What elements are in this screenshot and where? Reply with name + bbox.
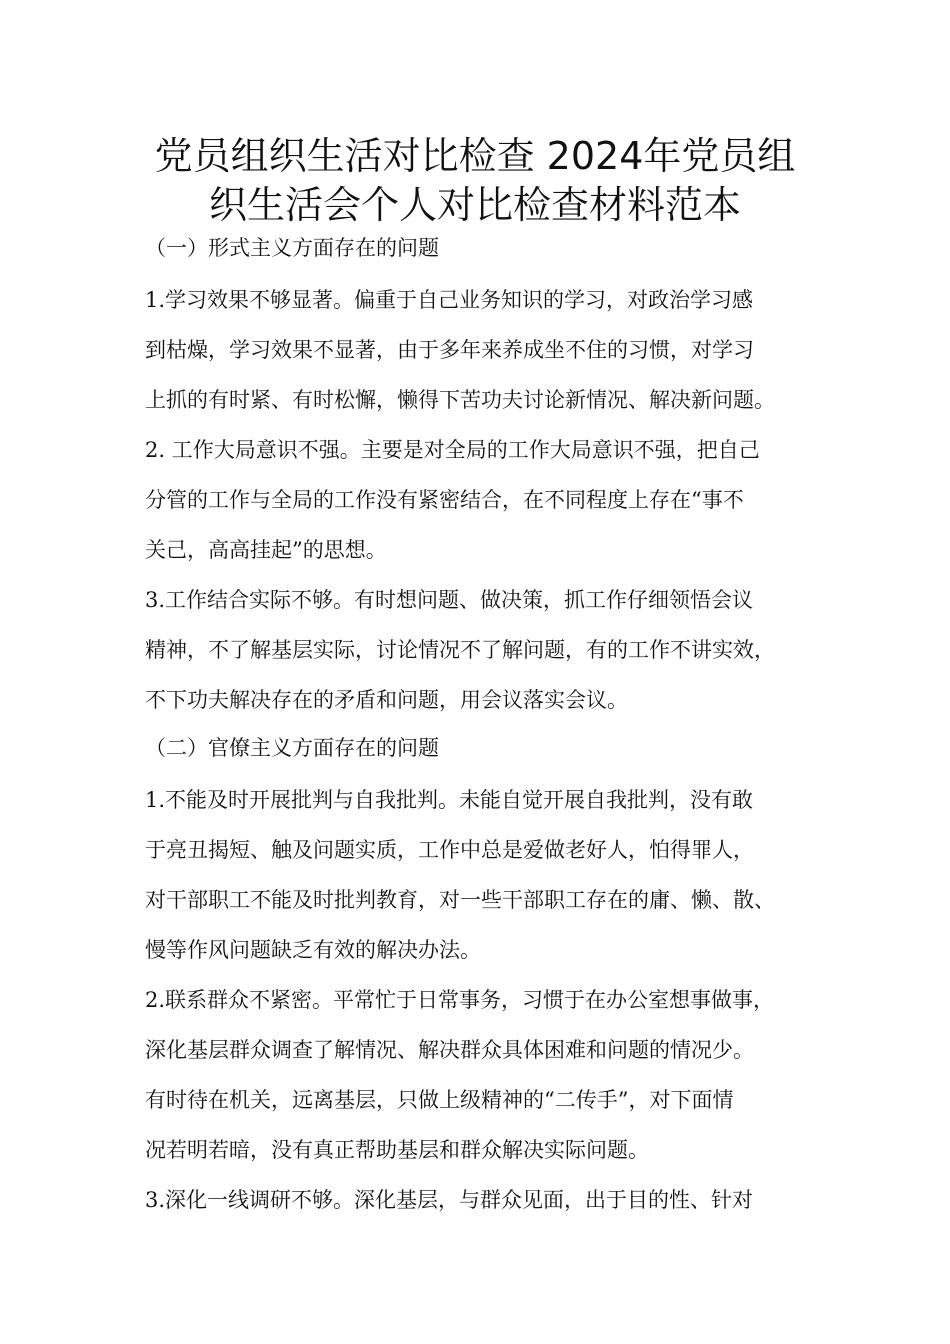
paragraph-line: 2.联系群众不紧密。平常忙于日常事务，习惯于在办公室想事做事， bbox=[145, 988, 775, 1012]
paragraph-line: 1.不能及时开展批判与自我批判。未能自觉开展自我批判，没有敢 bbox=[145, 788, 754, 812]
paragraph-line: 精神，不了解基层实际，讨论情况不了解问题，有的工作不讲实效， bbox=[145, 638, 775, 662]
paragraph-line: 不下功夫解决存在的矛盾和问题，用会议落实会议。 bbox=[145, 688, 628, 712]
paragraph-line: 慢等作风问题缺乏有效的解决办法。 bbox=[145, 938, 481, 962]
paragraph-line: 况若明若暗，没有真正帮助基层和群众解决实际问题。 bbox=[145, 1138, 649, 1162]
paragraph-line: 对干部职工不能及时批判教育，对一些干部职工存在的庸、懒、散、 bbox=[145, 888, 775, 912]
paragraph-line: 1.学习效果不够显著。偏重于自己业务知识的学习，对政治学习感 bbox=[145, 288, 754, 312]
paragraph-line: 上抓的有时紧、有时松懈，懒得下苦功夫讨论新情况、解决新问题。 bbox=[145, 388, 775, 412]
paragraph-line: 关己，高高挂起”的思想。 bbox=[145, 538, 387, 562]
paragraph-line: 于亮丑揭短、触及问题实质，工作中总是爱做老好人，怕得罪人， bbox=[145, 838, 754, 862]
document-title-line-1: 党员组织生活对比检查 2024年党员组 bbox=[154, 134, 796, 178]
paragraph-line: 深化基层群众调查了解情况、解决群众具体困难和问题的情况少。 bbox=[145, 1038, 754, 1062]
paragraph-line: 2. 工作大局意识不强。主要是对全局的工作大局意识不强，把自己 bbox=[145, 438, 760, 462]
document-title-line-2: 织生活会个人对比检查材料范本 bbox=[208, 183, 741, 227]
paragraph-line: 到枯燥，学习效果不显著，由于多年来养成坐不住的习惯，对学习 bbox=[145, 338, 754, 362]
paragraph-line: 3.深化一线调研不够。深化基层，与群众见面，出于目的性、针对 bbox=[145, 1188, 754, 1212]
section-heading-formalism: （一）形式主义方面存在的问题 bbox=[145, 236, 439, 260]
section-heading-bureaucratism: （二）官僚主义方面存在的问题 bbox=[145, 736, 439, 760]
paragraph-line: 有时待在机关，远离基层，只做上级精神的“二传手”，对下面情 bbox=[145, 1088, 734, 1112]
paragraph-line: 3.工作结合实际不够。有时想问题、做决策，抓工作仔细领悟会议 bbox=[145, 588, 754, 612]
paragraph-line: 分管的工作与全局的工作没有紧密结合，在不同程度上存在“事不 bbox=[145, 488, 744, 512]
